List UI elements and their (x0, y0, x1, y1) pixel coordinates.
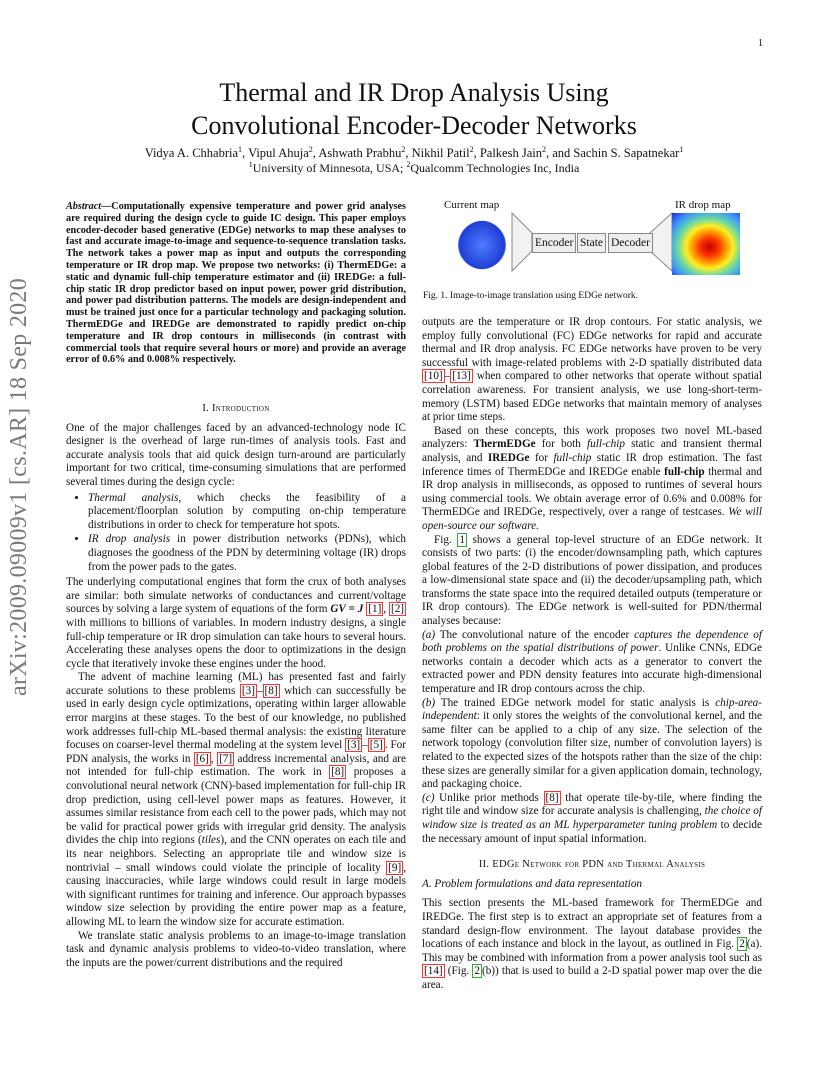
citation-link[interactable]: [3] (347, 739, 361, 752)
p3-b: which can successfully be used in early design cycle optimizations, operating within larger allowable error margins at these stages. To the best of our knowledge, no published work addresses full-chip ML-based thermal analysis: the existing literature focuses on coarser-level thermal modeling at the system level (66, 684, 406, 752)
citation-link[interactable]: [13] (452, 370, 471, 383)
bullet-ir (88, 533, 406, 574)
abstract-label: Abstract (66, 201, 102, 212)
paper-title (0, 76, 828, 142)
figure-link[interactable]: 1 (459, 533, 465, 546)
figure-1 (422, 199, 764, 281)
citation-link[interactable]: [3] (241, 684, 255, 697)
figure-link[interactable]: 2 (739, 938, 745, 951)
intro-paragraph-2: The underlying computational engines that form the crux of both analyses are similar: both simulate networks of conductances and current/voltage sources by solving a large system of equations of the form GV = J [1] , [2] with millions to billions of variables. In modern industry designs, a single full-chip temperature or IR drop simulation can take hours to several hours. Accelerating these analyses opens the door to optimizations in the design cycle that iteratively invoke these engines under the hood. (66, 576, 406, 670)
section-2-paragraph-1 (422, 897, 762, 992)
ir-drop-map-image (672, 213, 740, 275)
rp1-b: when compared to other networks that operate without spatial correlation awareness. For transient analysis, we use long-short-term-memory (LSTM) based EDGe networks that maintain memory of analyses at prior time steps. (422, 370, 762, 424)
rp2-e: static IR drop estimation. The fast inference times of ThermEDGe and IREDGe enable (422, 451, 762, 478)
decoder-box: Decoder (608, 233, 653, 253)
rpa-2: . Unlike CNNs, EDGe networks contain a decoder which acts as a generator to convert the extracted power and PDN density features into accurate high-dimensional temperature and IR drop contours across the chip. (422, 642, 762, 696)
s2p1-b: (a). This may be combined with information from a power analysis tool such as (422, 938, 762, 964)
citation-link[interactable]: [14] (424, 965, 443, 978)
author-separator: , and (545, 146, 574, 160)
right-paragraph-3 (422, 534, 762, 629)
fig-current-map-label: Current map (444, 199, 500, 211)
citation-link[interactable]: [5] (369, 739, 383, 752)
rpa-em: captures the dependence of both problems on the spatial distributions of power (422, 628, 763, 655)
item-b-label: (b) (422, 696, 436, 709)
figure-link[interactable]: 2 (474, 965, 480, 978)
arxiv-stamp: arXiv:2009.09009v1 [cs.AR] 18 Sep 2020 (6, 277, 32, 696)
title-line-1: Thermal and IR Drop Analysis Using (219, 78, 609, 107)
state-box: State (577, 233, 606, 253)
author-name: Vipul Ahuja (248, 146, 309, 160)
author-name: Palkesh Jain (479, 146, 542, 160)
rp2-b: for both (535, 438, 588, 451)
section-2-heading: II. EDGe Network for PDN and Thermal Analysis (478, 859, 706, 871)
author-list (0, 146, 828, 161)
rpc-2: that operate tile-by-tile, where finding the right tile and window size for accurate analysis is challenging, (422, 791, 763, 818)
s2p1-a: This section presents the ML-based framework for ThermEDGe and IREDGe. The first step is to extract an appropriate set of features from a standard design-flow environment. The layout database provides the locations of each instance and block in the layout, as outlined in Fig. (422, 897, 762, 951)
title-line-2: Convolutional Encoder-Decoder Networks (191, 111, 637, 140)
author-name: Ashwath Prabhu (318, 146, 402, 160)
citation-link[interactable]: [7] (219, 752, 233, 765)
author-name: Nikhil Patil (411, 146, 470, 160)
affiliation-text: Qualcomm Technologies Inc, India (410, 161, 580, 175)
intro-paragraph-3: The advent of machine learning (ML) has presented fast and fairly accurate solutions to these problems [3] – [8] which can successfully be used in early design cycle optimizations, operating within larger allowable error margins at these stages. To the best of our knowledge, no published work addresses full-chip ML-based thermal analysis: the existing literature focuses on coarser-level thermal modeling at the system level [3] – [5] . For PDN analysis, the works in [6] , [7] address incremental analysis, and are not intended for full-chip estimation. The work in [8] proposes a convolutional neural network (CNN)-based implementation for full-chip IR drop prediction, using cell-level power maps as features. However, it assumes similar resistance from each cell to the power pads, which may not be valid for practical power grids with irregular grid density. The analysis divides the chip into regions (tiles), and the CNN operates on each tile and its near neighbors. Selecting an appropriate tile and window size is nontrivial – small windows could violate the principle of locality [9] , causing inaccuracies, while large windows could result in large models with significant runtimes for training and inference. Our approach bypasses window size selection by providing the entire power map as a feature, allowing ML to learn the window size for accurate estimation. (66, 671, 407, 928)
p3-c: . For PDN analysis, the works in (66, 739, 407, 765)
item-a-label: (a) (422, 628, 436, 641)
citation-link[interactable]: [8] (331, 766, 345, 779)
p3-d: address incremental analysis, and are not intended for full-chip estimation. The work in (66, 752, 407, 779)
open-source-note: We will open-source our software. (422, 506, 762, 532)
author-affiliation-mark: 2 (401, 144, 406, 154)
fullchip-term: full-chip (553, 451, 592, 464)
rp2-f: thermal and IR drop analysis in milliseconds, as opposed to runtimes of several hours using commercial tools. We obtain average error of 0.6% and 0.008% for ThermEDGe and IREDGe, respectively, over a range of testcases. (422, 465, 762, 519)
intro-bullet-list (66, 492, 406, 575)
affiliation-mark: 2 (406, 160, 411, 169)
author-affiliation-mark: 2 (469, 144, 474, 154)
citation-link[interactable]: [1] (368, 603, 382, 616)
rpc-3: to decide the necessary amount of input spatial information. (422, 818, 762, 845)
bullet-2-term: IR drop analysis (88, 533, 171, 546)
rpb-1: The trained EDGe network model for static analysis is (435, 696, 716, 709)
citation-link[interactable]: [8] (545, 791, 559, 804)
section-1-heading: I. Introduction (202, 403, 270, 414)
subsection-a-heading: A. Problem formulations and data representation (422, 877, 643, 890)
bullet-1-term: Thermal analysis (88, 491, 179, 504)
p2-a: The underlying computational engines that form the crux of both analyses are similar: both simulate networks of conductances and current/voltage sources by solving a large system of equations of the form (66, 576, 406, 616)
citation-link[interactable]: [10] (424, 370, 443, 383)
rp2-a: Based on these concepts, this work proposes two novel ML-based analyzers: (422, 424, 762, 451)
p3-g: , causing inaccuracies, while large windows could result in large models with significant runtimes for training and inference. Our approach bypasses window size selection by providing the entire power map as a feature, allowing ML to learn the window size for accurate estimation. (66, 861, 406, 928)
fullchip-bold-term: full-chip (664, 465, 705, 478)
encoder-box: Encoder (532, 233, 576, 253)
bullet-2-text: in power distribution networks (PDNs), which diagnoses the goodness of the PDN by determining voltage (IR) drops from the power pads to the gates. (88, 533, 407, 573)
p3-e: proposes a convolutional neural network (CNN)-based implementation for full-chip IR drop prediction, using cell-level power maps as features. However, it assumes similar resistance from each cell to the power pads, which may not be valid for practical power grids with irregular grid density. The analysis divides the chip into regions ( (66, 766, 406, 847)
citation-link[interactable]: [2] (390, 603, 405, 616)
right-paragraph-1: outputs are the temperature or IR drop contours. For static analysis, we employ fully convolutional (FC) EDGe networks for rapid and accurate thermal and IR drop analysis. FC EDGe networks have proven to be very successful with image-related problems with 2-D spatially distributed data [10] – [13] when compared to other networks that operate without spatial correlation awareness. For transient analysis, we use long-short-term-memory (LSTM) based EDGe networks that maintain memory of analyses at prior time steps. (422, 316, 762, 424)
page-number: 1 (758, 38, 763, 49)
right-paragraph-2 (422, 425, 762, 534)
citation-link[interactable]: [8] (264, 684, 278, 697)
tiles-word: tiles (201, 834, 221, 847)
bullet-1-text: , which checks the feasibility of a placement/floorplan solution by computing on-chip temperature distributions in order to check for temperature hot spots. (88, 491, 406, 531)
iredge-term: IREDGe (487, 451, 530, 464)
right-paragraph-a (422, 629, 762, 697)
left-body (66, 402, 406, 970)
rp3-a: Fig. (434, 533, 458, 546)
author-affiliation-mark: 1 (679, 144, 684, 154)
author-name: Sachin S. Sapatnekar (573, 146, 680, 160)
intro-p1-text: One of the major challenges faced by an advanced-technology node IC designer is the overhead of large run-times of analysis tools. Fast and accurate analysis tools that aid quick design turn-around are particularly important for two critical, time-consuming simulations that are performed several times during the design cycle: (66, 421, 406, 488)
thermedge-term: ThermEDGe (473, 438, 536, 451)
item-c-label: (c) (422, 791, 435, 804)
author-separator: , (405, 146, 412, 160)
intro-paragraph-4: We translate static analysis problems to an image-to-image translation task and dynamic analysis problems to video-to-video translation, where the inputs are the power/current distributions and the required (66, 929, 406, 969)
affiliations (0, 161, 828, 176)
bullet-thermal (88, 492, 406, 533)
author-name: Vidya A. Chhabria (144, 146, 239, 160)
rpc-1: Unlike prior methods (434, 791, 544, 804)
rpc-em: the choice of window size is treated as an ML hyperparameter tuning problem (422, 805, 763, 831)
author-separator: , (312, 146, 319, 160)
affiliation-mark: 1 (248, 160, 253, 169)
abstract-text: —Computationally expensive temperature and power grid analyses are required during the design cycle to guide IC design. This paper employs encoder-decoder based generative (EDGe) networks to map these analyses to fast and accurate image-to-image and sequence-to-sequence translation tasks. The network takes a power map as input and outputs the corresponding temperature or IR drop map. We propose two networks: (i) ThermEDGe: a static and dynamic full-chip temperature estimator and (ii) IREDGe: a full-chip static IR drop predictor based on input power, power grid distribution, and power pad distribution patterns. The models are design-independent and must be trained just once for a particular technology and packaging solution. ThermEDGe and IREDGe are demonstrated to rapidly predict on-chip temperature and IR drop contours in milliseconds (in contrast with commercial tools that require several hours or more) and provide an average error of 0.6% and 0.008% respectively. (66, 201, 406, 366)
equation-gvj: GV = J (330, 603, 364, 616)
affiliation-text: University of Minnesota, USA; (252, 161, 407, 175)
s2p1-c: (Fig. (444, 965, 473, 978)
rpa-1: The convolutional nature of the encoder (435, 628, 635, 641)
author-affiliation-mark: 2 (541, 144, 546, 154)
rpb-em: chip-area-independent (422, 696, 762, 723)
rp3-b: shows a general top-level structure of an EDGe network. It consists of two parts: (i) the encoder/downsampling path, which captures global features of the 2-D distributions of power dissipation, and produces a low-dimensional state space and (ii) the decoder/upsampling path, which transforms the state space into the required detailed outputs (temperature or IR drop contours). The EDGe network is well-suited for PDN/thermal analyses because: (422, 533, 762, 628)
s2p1-d: (b)) that is used to build a 2-D spatial power map over the die area. (422, 965, 762, 991)
author-separator: , (473, 146, 480, 160)
rp2-d: for (529, 451, 554, 464)
author-affiliation-mark: 2 (308, 144, 313, 154)
p3-a: The advent of machine learning (ML) has presented fast and fairly accurate solutions to these problems (66, 671, 406, 697)
rp2-c: static and transient thermal analysis, and (422, 438, 762, 464)
author-separator: , (242, 146, 249, 160)
author-affiliation-mark: 1 (238, 144, 243, 154)
p3-f: ), and the CNN operates on each tile and its near neighbors. Selecting an appropriate tile and window size is nontrivial – small windows could violate the principle of locality (66, 834, 407, 874)
rp1-a: outputs are the temperature or IR drop contours. For static analysis, we employ fully convolutional (FC) EDGe networks for rapid and accurate thermal and IR drop analysis. FC EDGe networks have proven to be very successful with image-related problems with 2-D spatially distributed data (422, 316, 762, 369)
citation-link[interactable]: [6] (195, 752, 209, 765)
p2-b: with millions to billions of variables. In modern industry designs, a single full-chip temperature or IR drop simulation can take hours to several hours. Accelerating these analyses opens the door to optimizations in the design cycle that iteratively invoke these engines under the hood. (66, 616, 406, 670)
fullchip-term: full-chip (587, 438, 625, 451)
intro-paragraph-1 (66, 422, 406, 490)
fig-ir-drop-map-label: IR drop map (675, 199, 731, 211)
right-paragraph-b (422, 697, 762, 792)
right-paragraph-c (422, 792, 762, 846)
citation-link[interactable]: [9] (388, 861, 402, 874)
figure-1-caption: Fig. 1. Image-to-image translation using EDGe network. (423, 291, 639, 301)
abstract (66, 201, 406, 366)
rpb-2: : it only stores the weights of the convolutional kernel, and the same filter can be applied to a chip of any size. The selection of the network topology (convolution filter size, number of convolution layers) is related to the expected sizes of the hotspots rather than the size of the chip: these sizes are generally similar for a given application domain, technology, and packaging choice. (422, 710, 762, 791)
right-body (422, 316, 762, 993)
